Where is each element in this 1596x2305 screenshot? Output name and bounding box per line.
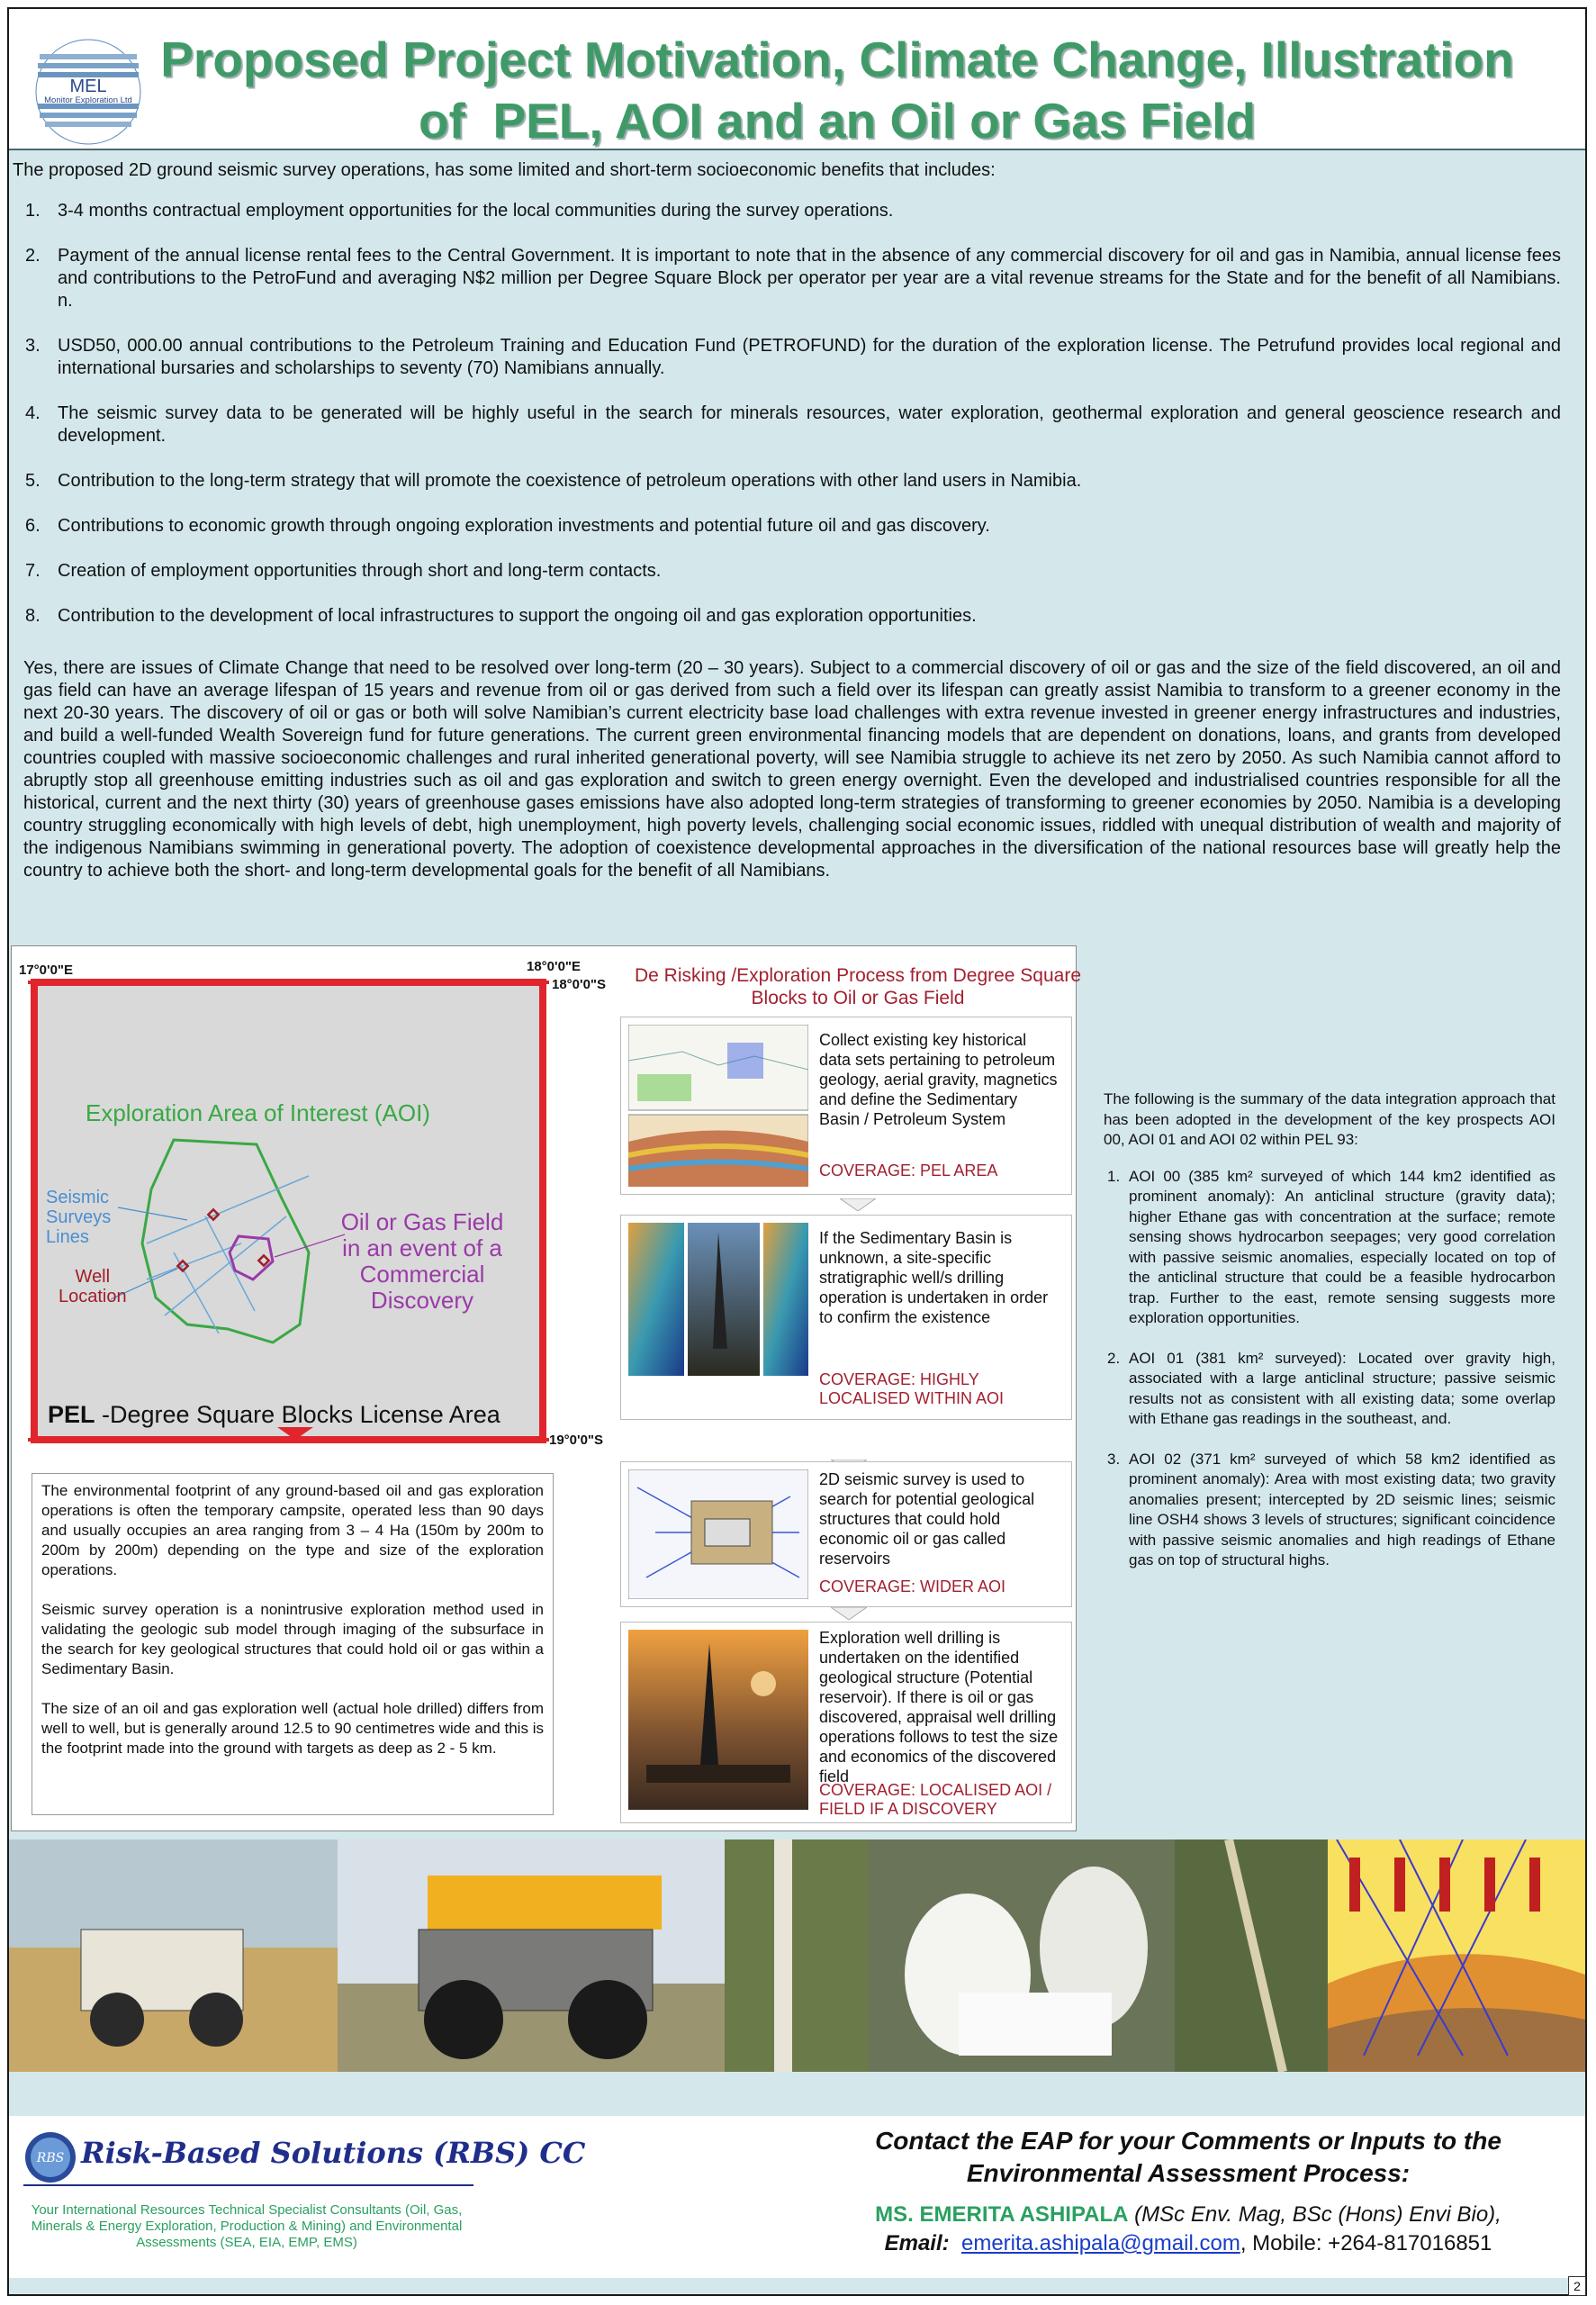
vibroseis-truck-photo: [338, 1839, 725, 2072]
benefit-number: 5.: [25, 471, 41, 491]
benefit-text: Contributions to economic growth through ongoing exploration investments and potential future oil and gas discovery.: [58, 516, 990, 536]
benefit-item: [13, 515, 1561, 538]
benefit-number: 2.: [25, 246, 41, 266]
derisk-step-text: Collect existing key historical data sets pertaining to petroleum geology, aerial gravity, magnetics and define the Sedimentary Basin / Petroleum System: [819, 1031, 1058, 1128]
derisk-step-1: [620, 1017, 1072, 1195]
stratigraphic-well-image: [628, 1223, 808, 1403]
seismic-diagram-photo: [1328, 1839, 1585, 2072]
intro-text: The proposed 2D ground seismic survey operations, has some limited and short-term socioeconomic benefits that includes:: [13, 160, 996, 180]
derisk-step-text: 2D seismic survey is used to search for potential geological structures that could hold economic oil or gas called reservoirs: [819, 1470, 1035, 1568]
benefit-number: 7.: [25, 561, 41, 581]
benefit-text: Contribution to the long-term strategy that will promote the coexistence of petroleum operations with other land users in Namibia.: [58, 471, 1082, 491]
contact-email-line: [819, 2229, 1557, 2258]
benefit-text: Creation of employment opportunities through short and long-term contacts.: [58, 561, 662, 581]
summary-section: [1104, 1089, 1555, 1591]
benefit-item: [13, 402, 1561, 447]
benefits-list: [13, 200, 1561, 650]
climate-change-paragraph: Yes, there are issues of Climate Change that need to be resolved over long-term (20 – 30 years). Subject to a commercial discovery of oil or gas and the size of the field discovered, an oil and gas field can have an average lifespan of 15 years and revenue from oil or gas derived from such a field over its lifespan can greatly assist Namibia to transform to a greener economy in the next 20-30 years. The discovery of oil or gas or both will solve Namibian’s current electricity base load challenges with extra revenue invested in greener energy infrastructures and industries, and build a well-funded Wealth Sovereign fund for future generations. The current green environmental financing models that are dependent on donations, loans, and grants from developed countries coupled with massive socioeconomic challenges and rural inherited generational poverty, will see Namibia struggle to achieve its net zero by 2050. As such Namibia cannot afford to abruptly stop all greenhouse emitting industries such as oil and gas exploration and switch to green energy overnight. Even the developed and industrialised countries responsible for all the historical, current and the next thirty (30) years of greenhouse gases emissions have also adopted long-term strategies of transforming to greener economies by 2050. Namibia is a developing country struggling economically with high levels of debt, high unemployment, high poverty levels, challenging social economic issues, riddled with unequal distribution of wealth and majority of the indigenous Namibians swimming in generational poverty. The adoption of coexistence developmental approaches in the diversification of the national resources base will greatly help the country to achieve both the short- and long-term developmental goals for the benefit of all Namibians.: [23, 658, 1561, 881]
derisk-step-coverage: COVERAGE: WIDER AOI: [819, 1577, 1006, 1595]
mel-logo-text: MEL: [69, 77, 107, 96]
summary-item-text: AOI 00 (385 km² surveyed of which 144 km2 identified as prominent anomaly): An anticlinal structure (gravity data); higher Ethane gas with concentration at the surface; remote sensing shows hydrocarbon seepages; very good correlation with passive seismic anomalies, especially located on top of the anticlinal structure that could be a feasible hydrocarbon trap. Further to the east, remote sensing suggests more exploration opportunities.: [1129, 1167, 1555, 1326]
benefit-text: USD50, 000.00 annual contributions to the Petroleum Training and Education Fund (PETROFUND) for the duration of the exploration license. The Petrufund provides local regional and international bursaries and scholarships to seventy (70) Namibians annually.: [58, 336, 1561, 378]
oil-gas-field-label: Oil or Gas Field in an event of a Commercial Discovery: [340, 1208, 504, 1314]
seismic-survey-image: [628, 1469, 808, 1599]
benefit-text: The seismic survey data to be generated will be highly useful in the search for minerals resources, water exploration, geothermal exploration and general geoscience research and development.: [58, 403, 1561, 446]
mobile-number: , Mobile: +264-817016851: [1240, 2231, 1492, 2255]
pel-map: [12, 946, 607, 1451]
benefit-text: 3-4 months contractual employment opportunities for the local communities during the survey operations.: [58, 201, 894, 221]
env-paragraph: The size of an oil and gas exploration well (actual hole drilled) differs from well to well, but is generally around 12.5 to 90 centimetres wide and this is the footprint made into the ground with targets as deep as 2 - 5 km.: [41, 1700, 544, 1757]
rbs-company-name: Risk-Based Solutions (RBS) CC: [81, 2136, 586, 2170]
benefit-number: 6.: [25, 516, 41, 536]
coord-label: 18°0'0"S: [552, 977, 607, 992]
summary-item-text: AOI 01 (381 km² surveyed): Located over gravity high, associated with a large anticlinal structure; passive seismic results not as consistent with all existing data; some overlap with Ethane gas readings in the southeast, and.: [1129, 1349, 1555, 1427]
footer: [9, 2116, 1585, 2278]
mel-logo: [32, 36, 144, 148]
email-label: Email:: [884, 2231, 950, 2255]
summary-item-number: 3.: [1107, 1450, 1121, 1468]
email-link[interactable]: emerita.ashipala@gmail.com: [960, 2231, 1240, 2255]
rbs-logo-text: RBS: [36, 2151, 65, 2165]
derisk-step-text: Exploration well drilling is undertaken on the identified geological structure (Potential reservoir). If there is oil or gas discovered, appraisal well drilling operations follows to test the size and economics of the discovered field: [819, 1629, 1059, 1785]
summary-item: [1104, 1167, 1555, 1329]
aerial-bush-photo: [1175, 1839, 1328, 2072]
contact-heading: Contact the EAP for your Comments or Inputs to the Environmental Assessment Process:: [875, 2127, 1501, 2187]
benefit-item: [13, 560, 1561, 583]
env-paragraph: Seismic survey operation is a nonintrusive exploration method used in validating the geologic sub model through imaging of the subsurface in the search for key geological structures that could hold oil or gas within a Sedimentary Basin.: [41, 1601, 544, 1677]
benefit-item: [13, 470, 1561, 493]
pel-label-rest: -Degree Square Blocks License Area: [95, 1401, 500, 1428]
well-location-label: Well Location: [59, 1267, 127, 1306]
summary-item-text: AOI 02 (371 km² surveyed of which 58 km2 identified as prominent anomaly): Area with most existing data; two gravity anomalies present; intercepted by 2D seismic lines; seismic line OSH4 shows 3 levels of structures; significant coincidence with passive seismic anomalies and high readings of Ethane gas on top of structural highs.: [1129, 1450, 1555, 1568]
pel-label-bold: PEL: [48, 1401, 95, 1428]
seismic-vehicle-photo: [9, 1839, 338, 2072]
coord-label: 18°0'0"E: [527, 959, 582, 974]
derisk-step-coverage: COVERAGE: HIGHLY LOCALISED WITHIN AOI: [819, 1370, 1005, 1407]
map-derisk-panel: [11, 945, 1082, 1831]
derisk-step-4: [620, 1622, 1072, 1823]
arrow-down-icon: [840, 1198, 876, 1211]
summary-list: [1104, 1167, 1555, 1571]
page-title-line2: of PEL, AOI and an Oil or Gas Field: [418, 93, 1257, 149]
contact-qualifications: (MSc Env. Mag, BSc (Hons) Envi Bio),: [1128, 2202, 1501, 2227]
pel-label: [48, 1401, 500, 1429]
mel-logo-subtext: Monitor Exploration Ltd: [44, 95, 132, 105]
derisk-step-3: [620, 1461, 1072, 1607]
derisk-step-2: [620, 1215, 1072, 1420]
page-title: [144, 29, 1530, 151]
coord-label: 17°0'0"E: [19, 963, 74, 978]
coord-label: 19°0'0"S: [549, 1433, 604, 1448]
benefit-text: Payment of the annual license rental fees to the Central Government. It is important to note that in the absence of any commercial discovery for oil and gas in Namibia, annual license fees and contributions to the PetroFund and averaging N$2 million per Degree Square Block per operator per year are a vital revenue streams for the State and for the benefit of all Namibians. n.: [58, 246, 1561, 311]
env-paragraph: The environmental footprint of any ground-based oil and gas exploration operations is often the temporary campsite, operated less than 90 days and usually occupies an area ranging from 3 – 4 Ha (150m by 200m to 200m by 200m) depending on the type and size of the exploration operations.: [41, 1482, 544, 1578]
rbs-globe-logo: [23, 2130, 77, 2184]
contact-name-line: [819, 2201, 1557, 2229]
aerial-track-photo: [725, 1839, 869, 2072]
derisk-title: De Risking /Exploration Process from Degree Square Blocks to Oil or Gas Field: [634, 965, 1082, 1008]
rbs-tagline: Your International Resources Technical Specialist Consultants (Oil, Gas, Minerals & Energy Exploration, Production & Mining) and Environmental Assessments (SEA, EIA, EMP, EMS): [31, 2202, 463, 2250]
benefit-item: [13, 200, 1561, 222]
derisk-step-text: If the Sedimentary Basin is unknown, a site-specific stratigraphic well/s drilling operation is undertaken in order to confirm the existence: [819, 1229, 1049, 1326]
environmental-footprint-box: [32, 1473, 554, 1815]
summary-item: [1104, 1450, 1555, 1571]
benefit-number: 8.: [25, 606, 41, 626]
benefit-number: 1.: [25, 201, 41, 221]
photo-strip: [9, 1839, 1585, 2072]
derisk-step-coverage: COVERAGE: LOCALISED AOI / FIELD IF A DISCOVERY: [819, 1781, 1052, 1818]
benefit-item: [13, 605, 1561, 628]
page-number: 2: [1568, 2276, 1586, 2296]
header: [9, 9, 1585, 150]
summary-item-number: 1.: [1107, 1167, 1121, 1185]
exploration-well-image: [628, 1630, 808, 1810]
summary-intro: The following is the summary of the data integration approach that has been adopted in the development of the key prospects AOI 00, AOI 01 and AOI 02 within PEL 93:: [1104, 1090, 1555, 1148]
aoi-label: Exploration Area of Interest (AOI): [86, 1099, 430, 1126]
benefit-item: [13, 245, 1561, 312]
geology-maps-image: [628, 1025, 808, 1187]
arrow-down-icon: [831, 1607, 867, 1620]
benefit-text: Contribution to the development of local infrastructures to support the ongoing oil and gas exploration opportunities.: [58, 606, 977, 626]
divider: [23, 2184, 473, 2186]
summary-item: [1104, 1349, 1555, 1430]
derisk-step-coverage: COVERAGE: PEL AREA: [819, 1162, 998, 1180]
benefit-number: 3.: [25, 336, 41, 356]
contact-name: MS. EMERITA ASHIPALA: [875, 2202, 1129, 2227]
benefit-item: [13, 335, 1561, 380]
page-title-line1: Proposed Project Motivation, Climate Change, Illustration: [160, 32, 1514, 87]
summary-item-number: 2.: [1107, 1349, 1121, 1367]
seismic-lines-label: Seismic Surveys Lines: [46, 1188, 112, 1247]
field-team-photo: [869, 1839, 1175, 2072]
benefit-number: 4.: [25, 403, 41, 423]
